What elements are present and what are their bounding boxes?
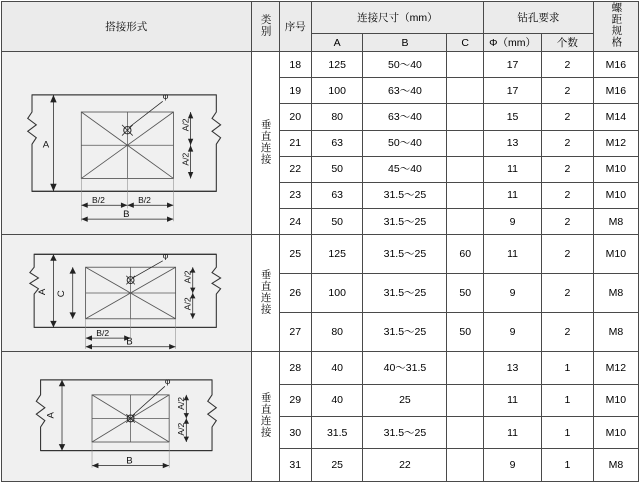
cell-a: 100: [311, 274, 363, 313]
table-row: [2, 235, 639, 274]
cell-index: 24: [279, 209, 311, 235]
cell-c: [447, 417, 484, 449]
cell-c: [447, 449, 484, 481]
svg-text:A: A: [36, 288, 48, 296]
lap-joint-spec-table-page: [0, 1, 640, 472]
cell-spec: M12: [593, 130, 638, 156]
cell-index: 29: [279, 384, 311, 416]
cell-b: 31.5～25: [363, 313, 447, 352]
svg-text:A/2: A/2: [176, 422, 187, 436]
cell-index: 25: [279, 235, 311, 274]
cell-b: 63～40: [363, 104, 447, 130]
table-row: [2, 352, 639, 384]
cell-spec: M8: [593, 313, 638, 352]
svg-text:φ: φ: [162, 91, 169, 102]
cell-c: [447, 182, 484, 208]
svg-text:A: A: [42, 139, 50, 151]
svg-text:B: B: [126, 336, 133, 348]
cell-a: 80: [311, 104, 363, 130]
header-connection-size: 连接尺寸（mm）: [311, 2, 483, 34]
cell-spec: M10: [593, 156, 638, 182]
cell-a: 125: [311, 52, 363, 78]
cell-count: 1: [542, 384, 594, 416]
cell-index: 18: [279, 52, 311, 78]
cell-b: 63～40: [363, 78, 447, 104]
cell-index: 22: [279, 156, 311, 182]
cell-spec: M8: [593, 449, 638, 481]
cell-spec: M10: [593, 182, 638, 208]
cell-index: 23: [279, 182, 311, 208]
cell-count: 1: [542, 417, 594, 449]
cell-count: 2: [542, 156, 594, 182]
figure-1-drawing: [2, 52, 251, 234]
cell-a: 25: [311, 449, 363, 481]
cell-c: [447, 52, 484, 78]
lap-joint-figure-3: [2, 352, 252, 482]
cell-phi: 11: [484, 182, 542, 208]
cell-b: 31.5～25: [363, 209, 447, 235]
header-index: 序号: [279, 2, 311, 52]
cell-spec: M8: [593, 209, 638, 235]
svg-text:A/2: A/2: [182, 297, 193, 311]
cell-phi: 9: [484, 209, 542, 235]
cell-phi: 13: [484, 130, 542, 156]
cell-index: 21: [279, 130, 311, 156]
category-cell-vertical-connection-1: 垂直连接: [251, 52, 279, 235]
cell-index: 28: [279, 352, 311, 384]
cell-count: 2: [542, 182, 594, 208]
cell-index: 19: [279, 78, 311, 104]
header-col-a: A: [311, 34, 363, 52]
cell-phi: 11: [484, 417, 542, 449]
cell-spec: M14: [593, 104, 638, 130]
svg-text:B/2: B/2: [138, 195, 151, 206]
cell-c: 60: [447, 235, 484, 274]
lap-joint-figure-1: [2, 52, 252, 235]
cell-spec: M10: [593, 417, 638, 449]
svg-text:C: C: [56, 290, 68, 298]
cell-c: [447, 384, 484, 416]
cell-count: 2: [542, 274, 594, 313]
cell-count: 2: [542, 235, 594, 274]
cell-c: 50: [447, 274, 484, 313]
cell-phi: 11: [484, 156, 542, 182]
svg-text:B: B: [123, 209, 130, 221]
cell-spec: M12: [593, 352, 638, 384]
cell-c: [447, 352, 484, 384]
cell-phi: 15: [484, 104, 542, 130]
cell-a: 63: [311, 130, 363, 156]
cell-index: 26: [279, 274, 311, 313]
cell-a: 80: [311, 313, 363, 352]
cell-b: 50～40: [363, 130, 447, 156]
header-thread-spec: 螺距规格: [593, 2, 638, 52]
cell-phi: 17: [484, 78, 542, 104]
cell-phi: 9: [484, 449, 542, 481]
svg-text:B: B: [126, 455, 133, 467]
cell-spec: M16: [593, 52, 638, 78]
category-cell-vertical-connection-3: 垂直连接: [251, 352, 279, 482]
cell-a: 50: [311, 209, 363, 235]
cell-b: 31.5～25: [363, 235, 447, 274]
cell-phi: 9: [484, 274, 542, 313]
cell-a: 40: [311, 384, 363, 416]
cell-index: 31: [279, 449, 311, 481]
svg-text:A/2: A/2: [182, 270, 193, 284]
cell-index: 20: [279, 104, 311, 130]
cell-b: 31.5～25: [363, 182, 447, 208]
svg-text:A: A: [45, 412, 57, 419]
cell-count: 1: [542, 449, 594, 481]
cell-count: 2: [542, 313, 594, 352]
figure-3-drawing: [2, 352, 251, 481]
cell-c: 50: [447, 313, 484, 352]
cell-spec: M8: [593, 274, 638, 313]
cell-spec: M10: [593, 235, 638, 274]
header-lap-form: 搭接形式: [2, 2, 252, 52]
cell-phi: 11: [484, 384, 542, 416]
header-drilling: 钻孔要求: [484, 2, 594, 34]
header-col-c: C: [447, 34, 484, 52]
svg-text:φ: φ: [162, 250, 169, 261]
cell-count: 2: [542, 104, 594, 130]
svg-text:B/2: B/2: [92, 195, 105, 206]
svg-text:A/2: A/2: [180, 118, 191, 132]
cell-c: [447, 104, 484, 130]
cell-a: 100: [311, 78, 363, 104]
cell-spec: M10: [593, 384, 638, 416]
cell-index: 27: [279, 313, 311, 352]
cell-phi: 13: [484, 352, 542, 384]
cell-a: 125: [311, 235, 363, 274]
cell-b: 22: [363, 449, 447, 481]
table-header: [2, 2, 639, 52]
cell-c: [447, 156, 484, 182]
cell-phi: 9: [484, 313, 542, 352]
cell-index: 30: [279, 417, 311, 449]
cell-count: 2: [542, 209, 594, 235]
svg-text:A/2: A/2: [176, 397, 187, 411]
cell-count: 1: [542, 352, 594, 384]
cell-count: 2: [542, 78, 594, 104]
cell-b: 45～40: [363, 156, 447, 182]
header-col-count: 个数: [542, 34, 594, 52]
cell-b: 31.5～25: [363, 274, 447, 313]
cell-spec: M16: [593, 78, 638, 104]
cell-b: 25: [363, 384, 447, 416]
cell-count: 2: [542, 130, 594, 156]
cell-phi: 17: [484, 52, 542, 78]
cell-c: [447, 130, 484, 156]
lap-joint-figure-2: [2, 235, 252, 352]
cell-b: 50～40: [363, 52, 447, 78]
cell-b: 31.5～25: [363, 417, 447, 449]
header-col-b: B: [363, 34, 447, 52]
cell-a: 31.5: [311, 417, 363, 449]
cell-phi: 11: [484, 235, 542, 274]
cell-c: [447, 78, 484, 104]
cell-count: 2: [542, 52, 594, 78]
cell-c: [447, 209, 484, 235]
header-category: 类别: [251, 2, 279, 52]
svg-text:B/2: B/2: [96, 328, 110, 339]
table-body: [2, 52, 639, 482]
cell-b: 40～31.5: [363, 352, 447, 384]
cell-a: 63: [311, 182, 363, 208]
cell-a: 40: [311, 352, 363, 384]
lap-joint-spec-table: [1, 1, 639, 482]
category-cell-vertical-connection-2: 垂直连接: [251, 235, 279, 352]
table-row: [2, 52, 639, 78]
header-col-phi: Φ（mm）: [484, 34, 542, 52]
svg-text:φ: φ: [164, 376, 171, 387]
svg-text:A/2: A/2: [180, 152, 191, 166]
cell-a: 50: [311, 156, 363, 182]
figure-2-drawing: [2, 235, 251, 351]
